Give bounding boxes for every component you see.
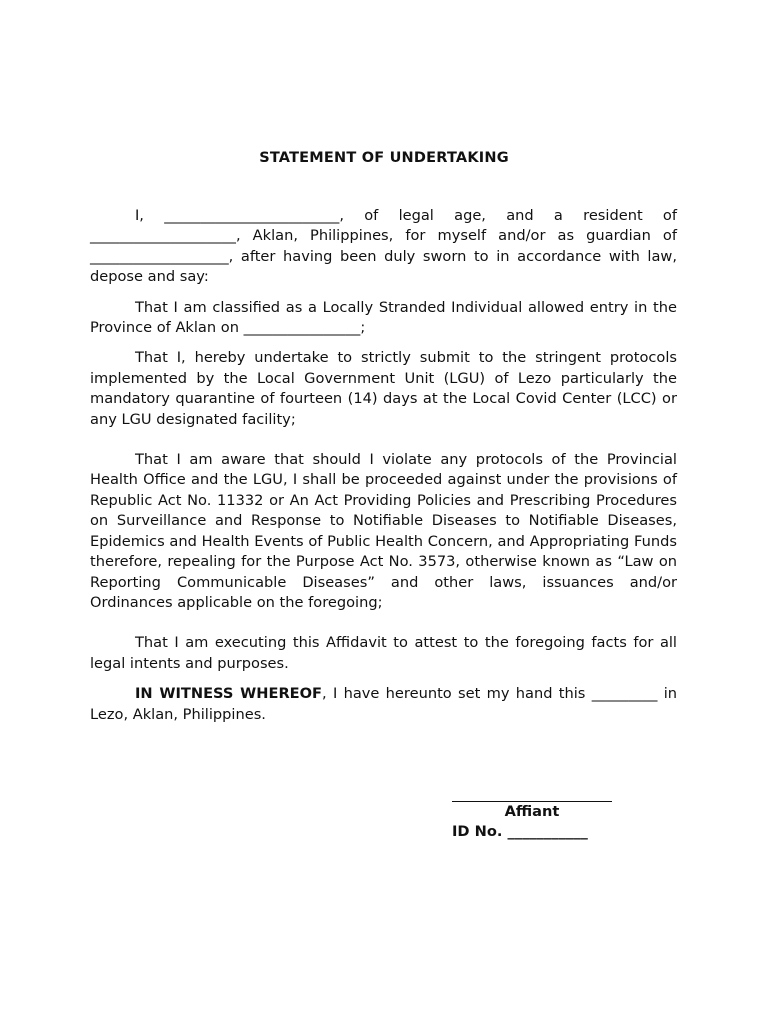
affiant-label: Affiant bbox=[504, 803, 560, 820]
paragraph-violation-awareness: That I am aware that should I violate any protocols of the Provincial Health Office and the LGU, I shall be proceeded against under the provisions of Republic Act No. 11332 or An Act Providing Policies and Prescribing Procedures on Surveillance and Response to Notifiable Diseases to Notifiable Diseases, Epidemics and Health Events of Public Health Concern, and Appropriating Funds therefore, repealing for the Purpose Act No. 3573, otherwise known as “Law on Reporting Communicable Diseases” and other laws, issuances and/or Ordinances applicable on the foregoing; bbox=[90, 451, 677, 611]
paragraph-affiant-identity: I, ________________________, of legal age, and a resident of ____________________, Aklan, Philippines, for myself and/or as guardian of ___________________, after having been duly sworn to in accordance with law, depose and say: bbox=[90, 207, 677, 286]
witness-text: , I have hereunto set my hand this _________ in Lezo, Aklan, Philippines. bbox=[90, 685, 677, 723]
signature-block bbox=[452, 783, 652, 842]
paragraph-quarantine-undertaking: That I, hereby undertake to strictly submit to the stringent protocols implemented by the Local Government Unit (LGU) of Lezo particularly the mandatory quarantine of fourteen (14) days at the Local Covid Center (LCC) or any LGU designated facility; bbox=[90, 349, 677, 428]
witness-heading: IN WITNESS WHEREOF bbox=[135, 685, 323, 703]
id-number-line: ID No. ___________ bbox=[452, 823, 588, 840]
document-body bbox=[90, 206, 677, 725]
document-title: STATEMENT OF UNDERTAKING bbox=[259, 150, 509, 166]
paragraph-affidavit-purpose: That I am executing this Affidavit to attest to the foregoing facts for all legal intents and purposes. bbox=[90, 634, 677, 672]
signature-line bbox=[452, 783, 612, 802]
paragraph-witness-clause bbox=[90, 684, 677, 725]
paragraph-lsi-classification: That I am classified as a Locally Stranded Individual allowed entry in the Province of Aklan on ________________; bbox=[90, 298, 677, 337]
